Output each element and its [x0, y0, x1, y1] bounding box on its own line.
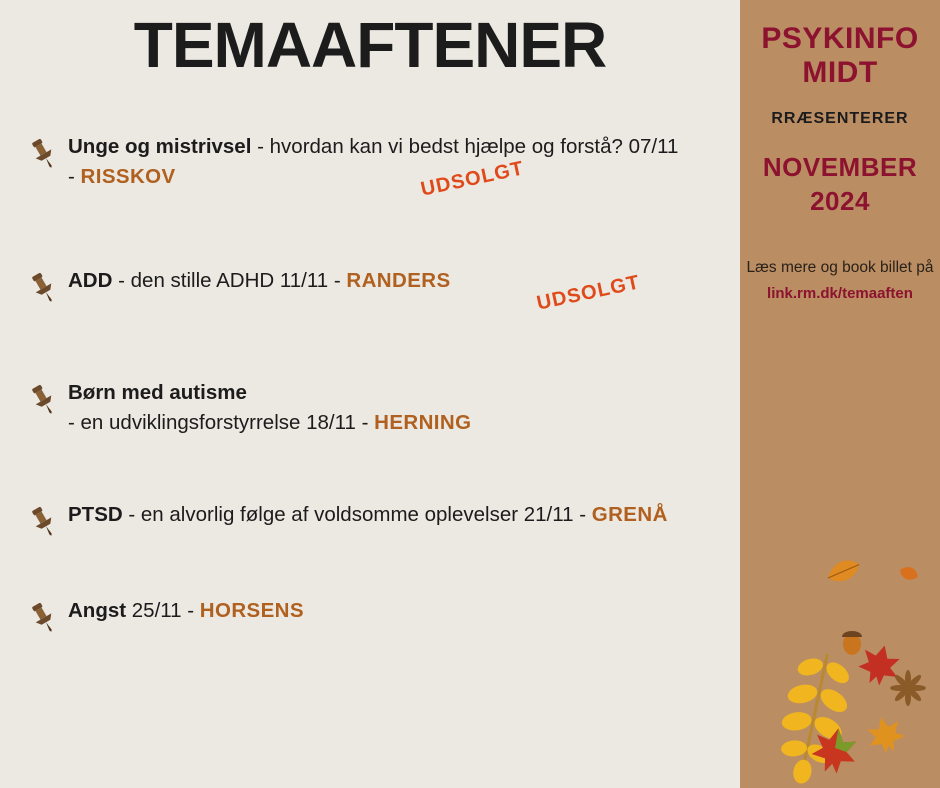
pushpin-icon: [26, 382, 60, 416]
event-title: PTSD: [68, 503, 123, 526]
event-city: HERNING: [374, 411, 472, 434]
event-description: - en udviklingsforstyrrelse 18/11 -: [68, 411, 375, 434]
brand-name: [740, 22, 940, 90]
list-item[interactable]: [0, 596, 740, 634]
presents-label: RRÆSENTERER: [771, 110, 909, 127]
list-item[interactable]: [0, 500, 740, 538]
brand-line-2: MIDT: [802, 56, 878, 89]
brand-line-1: PSYKINFO: [761, 22, 919, 55]
status-badge: UDSOLGT: [418, 157, 526, 201]
year-label: 2024: [810, 186, 870, 216]
status-badge: UDSOLGT: [534, 271, 642, 315]
event-description: - den stille ADHD 11/11 -: [112, 269, 347, 292]
event-text: [68, 596, 304, 626]
event-text: [68, 378, 471, 438]
list-item[interactable]: [0, 266, 740, 315]
event-list: [0, 132, 740, 634]
event-title: Unge og mistrivsel: [68, 135, 252, 158]
event-text: [68, 500, 668, 530]
event-text: [68, 266, 642, 315]
event-title: Angst: [68, 599, 127, 622]
pushpin-icon: [26, 504, 60, 538]
month-label: NOVEMBER: [762, 152, 918, 182]
list-item[interactable]: [0, 132, 740, 201]
event-city: RANDERS: [346, 269, 451, 292]
event-description: - en alvorlig følge af voldsomme oplevelser 21/11 -: [122, 503, 592, 526]
event-description: 25/11 -: [126, 599, 200, 622]
event-city: GRENÅ: [591, 503, 668, 526]
poster-sidebar: [740, 0, 940, 788]
pushpin-icon: [26, 136, 60, 170]
event-title: ADD: [68, 269, 113, 292]
date-heading: [740, 150, 940, 218]
booking-info: [740, 256, 940, 306]
event-city: HORSENS: [199, 599, 304, 622]
event-title: Børn med autisme: [68, 381, 247, 404]
event-description: - hvordan kan vi bedst hjælpe og forstå? 07/11 -: [68, 135, 679, 188]
booking-text: Læs mere og book billet på: [746, 259, 934, 276]
page-title: TEMAAFTENER: [133, 9, 607, 81]
event-city: RISSKOV: [80, 165, 176, 188]
list-item[interactable]: [0, 378, 740, 438]
pushpin-icon: [26, 600, 60, 634]
event-text: [68, 132, 688, 201]
autumn-leaves-decoration: [740, 448, 940, 788]
pushpin-icon: [26, 270, 60, 304]
booking-link[interactable]: link.rm.dk/temaaften: [767, 285, 913, 302]
